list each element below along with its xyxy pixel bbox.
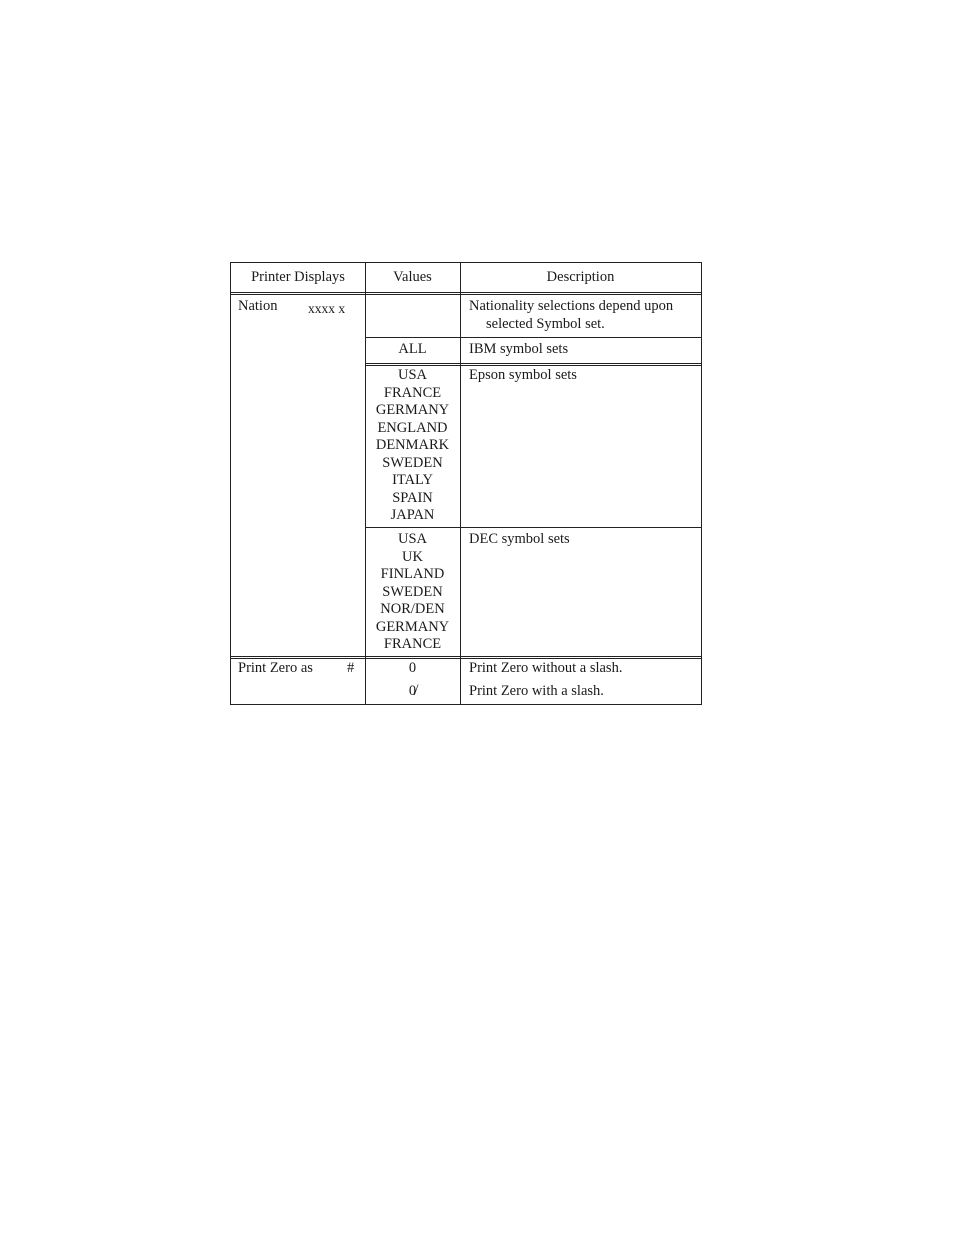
row-divider — [365, 337, 701, 338]
list-item: USA — [397, 367, 427, 383]
nation-display-value: xxxx x — [308, 301, 346, 316]
zero-plain-description: Print Zero without a slash. — [469, 660, 623, 676]
row-divider — [231, 656, 701, 659]
list-item: GERMANY — [375, 618, 450, 635]
print-zero-display-value: # — [347, 660, 355, 676]
list-item: ITALY — [392, 472, 433, 488]
list-item: FINLAND — [380, 566, 445, 582]
column-divider — [460, 263, 461, 704]
header-printer-displays: Printer Displays — [251, 269, 345, 285]
row-divider — [365, 363, 701, 366]
list-item: SPAIN — [392, 489, 433, 506]
zero-slashed-description: Print Zero with a slash. — [469, 683, 604, 699]
zero-value-slashed: 0̸ — [408, 683, 417, 699]
list-item: DENMARK — [375, 437, 450, 453]
dec-description: DEC symbol sets — [469, 531, 570, 547]
dec-values-list — [365, 531, 460, 654]
zero-value-plain: 0 — [408, 660, 417, 676]
epson-description: Epson symbol sets — [469, 367, 577, 383]
epson-values-list — [365, 367, 460, 525]
list-item: FRANCE — [383, 636, 442, 652]
list-item: NOR/DEN — [380, 601, 445, 617]
print-zero-label: Print Zero as — [238, 660, 313, 676]
list-item: JAPAN — [390, 507, 435, 523]
header-description: Description — [546, 269, 615, 285]
list-item: USA — [397, 531, 427, 547]
header-values: Values — [393, 269, 432, 285]
nation-label: Nation — [238, 298, 278, 314]
list-item: SWEDEN — [382, 454, 443, 471]
list-item: GERMANY — [375, 402, 450, 418]
header-divider — [231, 292, 701, 295]
list-item: UK — [402, 548, 423, 565]
printer-settings-table — [230, 262, 702, 705]
ibm-value-all: ALL — [398, 341, 427, 357]
row-divider — [365, 527, 701, 528]
nation-intro-description-line1: Nationality selections depend upon — [469, 298, 674, 314]
list-item: SWEDEN — [382, 583, 443, 600]
ibm-description: IBM symbol sets — [469, 341, 569, 357]
nation-intro-description-line2: selected Symbol set. — [486, 316, 605, 332]
list-item: ENGLAND — [377, 419, 448, 436]
list-item: FRANCE — [383, 384, 442, 401]
